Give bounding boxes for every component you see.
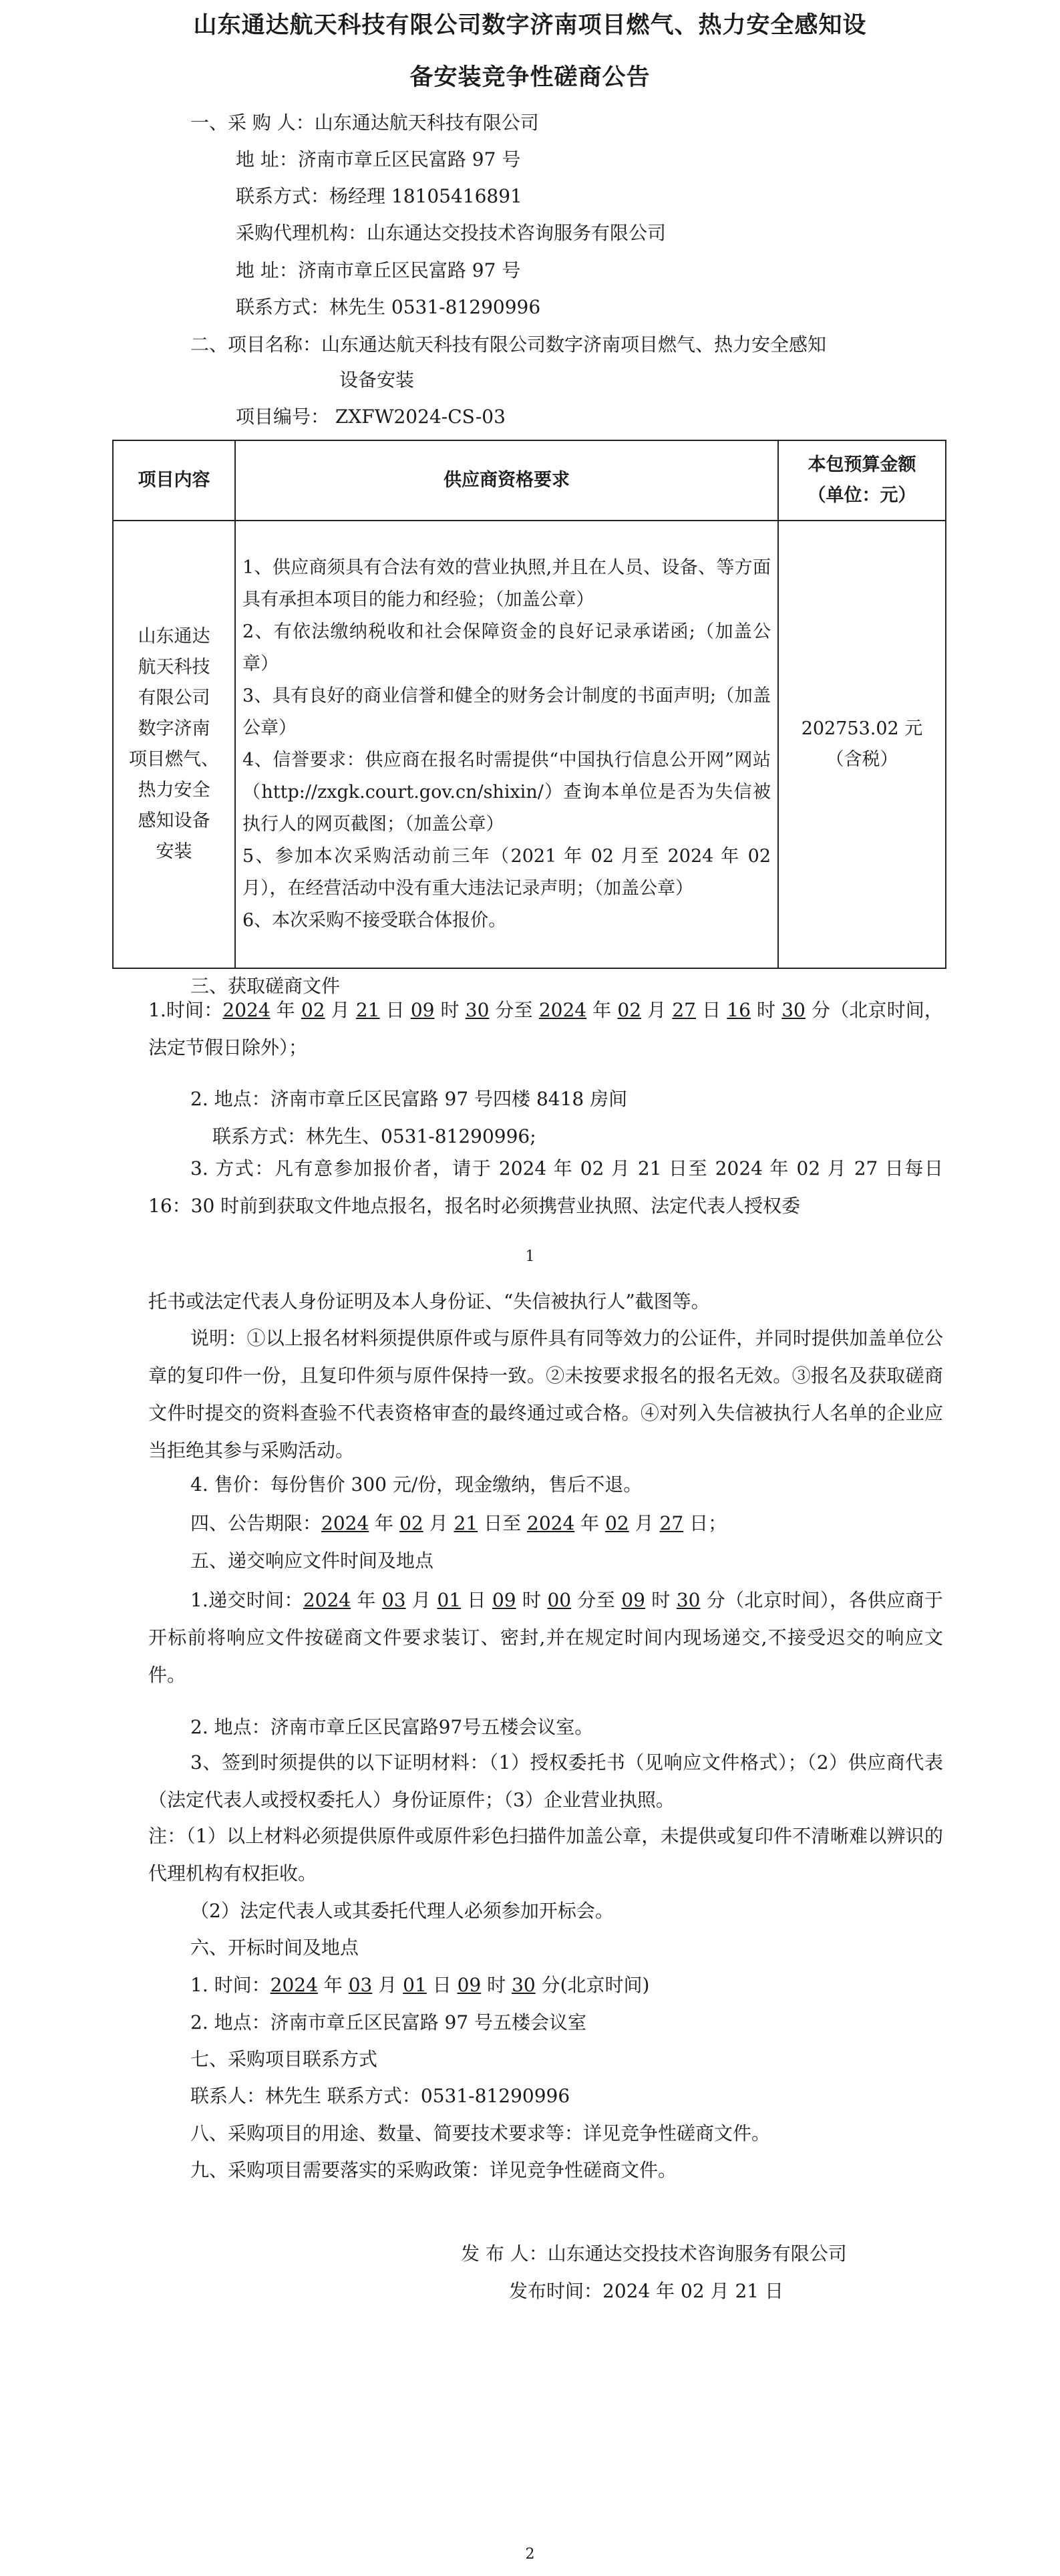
- project-content-line: 热力安全: [138, 780, 210, 801]
- budget-amount: 202753.02 元: [801, 718, 923, 739]
- title-line-1: 山东通达航天科技有限公司数字济南项目燃气、热力安全感知设: [193, 11, 867, 39]
- minute: 00: [547, 1589, 572, 1611]
- purchaser-address: 地 址：济南市章丘区民富路 97 号: [236, 148, 521, 170]
- publish-date: 发布时间：2024 年 02 月 21 日: [509, 2280, 784, 2302]
- month: 02: [617, 999, 642, 1021]
- year: 2024: [538, 999, 587, 1021]
- acquire-time-suffix: （北京时间，法定节假日除外）；: [148, 999, 943, 1058]
- page-number-2: 2: [525, 2546, 535, 2563]
- day: 21: [355, 999, 380, 1021]
- publisher: 发 布 人：山东通达交投技术咨询服务有限公司: [461, 2243, 847, 2265]
- table-row: [113, 521, 946, 968]
- month: 02: [399, 1512, 423, 1534]
- acquire-place: 2. 地点：济南市章丘区民富路 97 号四楼 8418 房间: [190, 1088, 628, 1110]
- month: 02: [301, 999, 325, 1021]
- opening-time-label: 1. 时间：: [190, 1974, 271, 1996]
- header-project-content: 项目内容: [113, 440, 235, 521]
- acquire-method: 3. 方式：凡有意参加报价者，请于 2024 年 02 月 21 日至 2024 年 02 月 27 日每日 16：30 时前到获取文件地点报名，报名时必须携营业执照、法定代表人授权委: [148, 1157, 943, 1217]
- acquire-time: 1.时间：2024 年 02 月 21 日 09 时 30 分至 2024 年 02 月 27 日 16 时 30 分（北京时间，法定节假日除外）；: [148, 999, 943, 1058]
- submit-time: 1.递交时间：2024 年 03 月 01 日 09 时 00 分至 09 时 30 分（北京时间），各供应商于开标前将响应文件按磋商文件要求装订、密封,并在规定时间内现场递交,不接受迟交的响应文件。: [148, 1589, 943, 1686]
- section-5-heading: 五、递交响应文件时间及地点: [190, 1550, 434, 1572]
- minute: 30: [465, 999, 490, 1021]
- hour: 09: [410, 999, 435, 1021]
- header-budget-line-2: （单位：元）: [808, 485, 916, 506]
- project-content-cell: [113, 521, 235, 968]
- requirements-cell: [235, 521, 778, 968]
- project-content-line: 项目燃气、: [129, 749, 219, 770]
- table-header-row: [113, 440, 946, 521]
- sign-in-materials: 3、签到时须提供的以下证明材料：（1）授权委托书（见响应文件格式）；（2）供应商代表（法定代表人或授权委托人）身份证原件；（3）企业营业执照。: [148, 1751, 943, 1811]
- page-number-1: 1: [525, 1248, 535, 1265]
- month: 03: [348, 1974, 373, 1996]
- section-8: 八、采购项目的用途、数量、简要技术要求等：详见竞争性磋商文件。: [190, 2122, 771, 2144]
- hour: 09: [621, 1589, 645, 1611]
- budget-cell: [778, 521, 946, 968]
- agency: 采购代理机构：山东通达交投技术咨询服务有限公司: [236, 222, 667, 244]
- acquire-note: 说明：①以上报名材料须提供原件或与原件具有同等效力的公证件，并同时提供加盖单位公章的复印件一份，且复印件须与原件保持一致。②未按要求报名的报名无效。③报名及获取磋商文件时提交的资料查验不代表资格审查的最终通过或合格。④对列入失信被执行人名单的企业应当拒绝其参与采购活动。: [148, 1327, 943, 1461]
- header-budget: [778, 440, 946, 521]
- qualification-table: [112, 440, 946, 969]
- requirement-item: 4、信誉要求：供应商在报名时需提供“中国执行信息公开网”网站（http://zxgk.court.gov.cn/shixin/）查询本单位是否为失信被执行人的网页截图；（加盖公章）: [242, 750, 771, 835]
- project-content-line: 山东通达: [138, 626, 210, 647]
- year: 2024: [527, 1512, 575, 1534]
- submit-note-2: （2）法定代表人或其委托代理人必须参加开标会。: [190, 1900, 614, 1922]
- project-contact: 联系人：林先生 联系方式：0531-81290996: [190, 2085, 570, 2107]
- announcement-period: 四、公告期限：2024 年 02 月 21 日至 2024 年 02 月 27 日；: [190, 1512, 727, 1534]
- requirement-item: 1、供应商须具有合法有效的营业执照,并且在人员、设备、等方面具有承担本项目的能力和经验；（加盖公章）: [242, 557, 771, 610]
- section-6-heading: 六、开标时间及地点: [190, 1937, 359, 1959]
- submit-time-suffix: （北京时间），各供应商于开标前将响应文件按磋商文件要求装订、密封,并在规定时间内现场递交,不接受迟交的响应文件。: [148, 1589, 943, 1686]
- opening-place: 2. 地点：济南市章丘区民富路 97 号五楼会议室: [190, 2011, 587, 2033]
- sale-price: 4. 售价：每份售价 300 元/份，现金缴纳，售后不退。: [190, 1473, 643, 1495]
- announcement-period-label: 四、公告期限：: [190, 1512, 322, 1534]
- section-9: 九、采购项目需要落实的采购政策：详见竞争性磋商文件。: [190, 2159, 677, 2181]
- submit-place: 2. 地点：济南市章丘区民富路97号五楼会议室。: [190, 1716, 594, 1738]
- page-2: [0, 1283, 1060, 2576]
- title-line-2: 备安装竞争性磋商公告: [409, 63, 651, 91]
- project-number: 项目编号： ZXFW2024-CS-03: [236, 406, 506, 428]
- acquire-method-cont: 托书或法定代表人身份证明及本人身份证、“失信被执行人”截图等。: [148, 1290, 710, 1312]
- minute: 30: [676, 1589, 701, 1611]
- requirement-item: 3、具有良好的商业信誉和健全的财务会计制度的书面声明;（加盖公章）: [242, 686, 771, 738]
- submit-note-1: 注：（1）以上材料必须提供原件或原件彩色扫描件加盖公章，未提供或复印件不清晰难以辨识的代理机构有权拒收。: [148, 1825, 943, 1884]
- day: 01: [437, 1589, 462, 1611]
- agency-address: 地 址：济南市章丘区民富路 97 号: [236, 259, 521, 281]
- requirement-item: 6、本次采购不接受联合体报价。: [242, 910, 507, 931]
- project-name: 二、项目名称：山东通达航天科技有限公司数字济南项目燃气、热力安全感知: [190, 333, 827, 355]
- requirement-item: 5、参加本次采购活动前三年（2021 年 02 月至 2024 年 02 月），在经营活动中没有重大违法记录声明；（加盖公章）: [242, 846, 771, 899]
- project-content-line: 数字济南: [138, 718, 210, 739]
- submit-time-label: 1.递交时间：: [190, 1589, 303, 1611]
- day: 21: [454, 1512, 478, 1534]
- project-name-cont: 设备安装: [339, 369, 415, 391]
- day: 27: [672, 999, 696, 1021]
- day: 01: [403, 1974, 427, 1996]
- project-content-line: 安装: [156, 841, 192, 862]
- purchaser: 一、采 购 人：山东通达航天科技有限公司: [190, 112, 539, 134]
- month: 03: [381, 1589, 406, 1611]
- page-1: [0, 0, 1060, 1283]
- acquire-contact: 联系方式：林先生、0531-81290996;: [212, 1125, 536, 1147]
- agency-contact: 联系方式：林先生 0531-81290996: [236, 296, 541, 318]
- header-budget-line-1: 本包预算金额: [808, 454, 916, 475]
- hour: 09: [457, 1974, 482, 1996]
- project-content-line: 航天科技: [138, 657, 210, 678]
- minute: 30: [781, 999, 806, 1021]
- year: 2024: [303, 1589, 351, 1611]
- opening-time: 1. 时间：2024 年 03 月 01 日 09 时 30 分(北京时间): [190, 1974, 650, 1996]
- hour: 09: [492, 1589, 516, 1611]
- year: 2024: [222, 999, 271, 1021]
- section-3-heading: 三、获取磋商文件: [190, 975, 341, 997]
- project-content-line: 有限公司: [138, 688, 210, 708]
- budget-note: （含税）: [826, 749, 898, 770]
- opening-time-suffix: (北京时间): [560, 1974, 650, 1996]
- month: 02: [605, 1512, 629, 1534]
- minute: 30: [512, 1974, 536, 1996]
- year: 2024: [270, 1974, 318, 1996]
- hour: 16: [727, 999, 751, 1021]
- purchaser-contact: 联系方式：杨经理 18105416891: [236, 185, 522, 207]
- requirement-item: 2、有依法缴纳税收和社会保障资金的良好记录承诺函;（加盖公章）: [242, 621, 771, 674]
- project-content-line: 感知设备: [138, 811, 210, 831]
- day: 27: [659, 1512, 684, 1534]
- section-7-heading: 七、采购项目联系方式: [190, 2048, 378, 2070]
- header-requirements: 供应商资格要求: [235, 440, 778, 521]
- acquire-time-label: 1.时间：: [148, 999, 223, 1021]
- year: 2024: [321, 1512, 369, 1534]
